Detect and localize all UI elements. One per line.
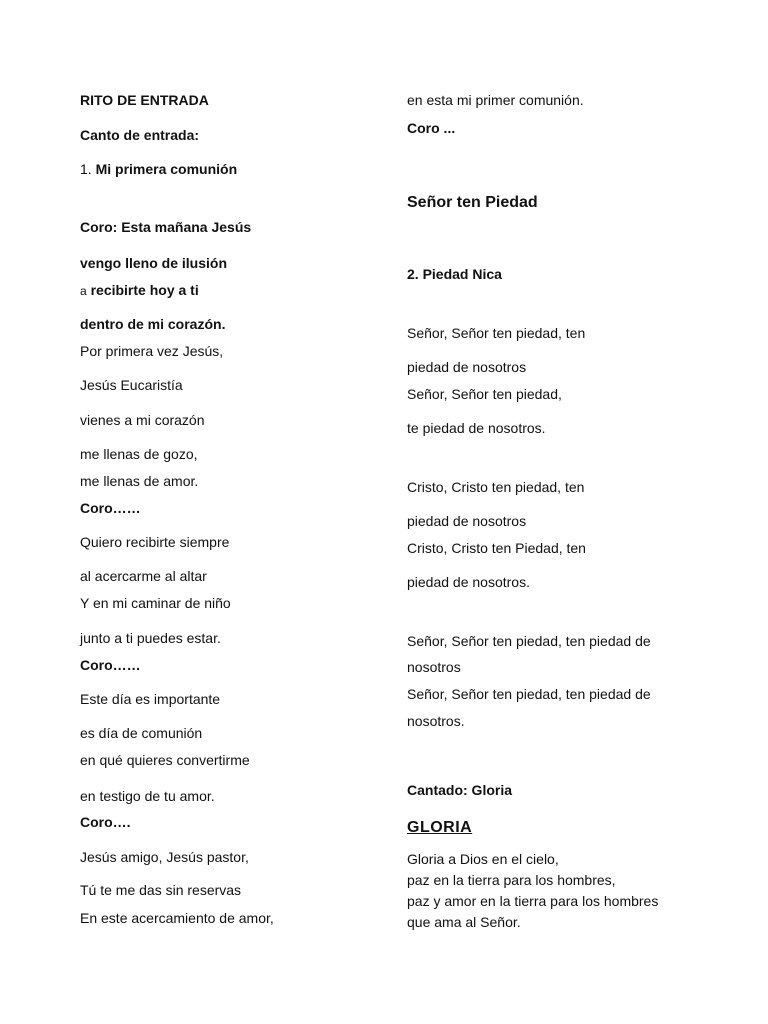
subheading: Cantado: Gloria: [407, 782, 513, 798]
section-heading: RITO DE ENTRADA: [80, 92, 209, 108]
verse-line: que ama al Señor.: [407, 914, 521, 930]
verse-line: vienes a mi corazón: [80, 412, 205, 428]
verse-line: Cristo, Cristo ten Piedad, ten: [407, 540, 586, 556]
verse-line: me llenas de gozo,: [80, 446, 198, 462]
verse-line: paz y amor en la tierra para los hombres: [407, 893, 659, 909]
verse-line: Señor, Señor ten piedad,: [407, 386, 562, 402]
verse-line: Señor, Señor ten piedad, ten piedad de: [407, 633, 651, 649]
verse-line: piedad de nosotros.: [407, 574, 530, 590]
coro-ref: Coro……: [80, 657, 141, 673]
verse-line: nosotros: [407, 659, 461, 675]
coro-a: a: [80, 284, 87, 298]
verse-line: Gloria a Dios en el cielo,: [407, 851, 559, 867]
verse-line: Jesús Eucaristía: [80, 377, 183, 393]
verse-line: Señor, Señor ten piedad, ten piedad de: [407, 686, 651, 702]
verse-line: junto a ti puedes estar.: [80, 630, 221, 646]
verse-line: me llenas de amor.: [80, 473, 199, 489]
verse-line: Y en mi caminar de niño: [80, 595, 231, 611]
verse-line: en qué quieres convertirme: [80, 752, 250, 768]
verse-line: Quiero recibirte siempre: [80, 534, 230, 550]
verse-line: nosotros.: [407, 713, 465, 729]
verse-line: al acercarme al altar: [80, 568, 207, 584]
section-title: Señor ten Piedad: [407, 194, 538, 211]
verse-line: En este acercamiento de amor,: [80, 910, 274, 926]
song-title-text: Mi primera comunión: [95, 161, 238, 177]
verse-line: Tú te me das sin reservas: [80, 882, 242, 898]
verse-line: es día de comunión: [80, 725, 203, 741]
song-title: [80, 161, 237, 177]
verse-line: en esta mi primer comunión.: [407, 92, 584, 108]
verse-line: piedad de nosotros: [407, 359, 527, 375]
verse-line: Cristo, Cristo ten piedad, ten: [407, 479, 585, 495]
verse-line: Señor, Señor ten piedad, ten: [407, 325, 586, 341]
coro-ref: Coro….: [80, 814, 131, 830]
coro-line: vengo lleno de ilusión: [80, 255, 228, 271]
verse-line: en testigo de tu amor.: [80, 788, 215, 804]
verse-line: te piedad de nosotros.: [407, 420, 546, 436]
coro-ref: Coro ...: [407, 120, 456, 136]
subheading: Canto de entrada:: [80, 127, 200, 143]
song-number: 1.: [80, 161, 92, 177]
coro-line: dentro de mi corazón.: [80, 316, 226, 332]
coro-line: Coro: Esta mañana Jesús: [80, 219, 252, 235]
verse-line: Jesús amigo, Jesús pastor,: [80, 849, 249, 865]
coro-line-text: recibirte hoy a ti: [90, 282, 199, 298]
verse-line: Este día es importante: [80, 691, 221, 707]
verse-line: paz en la tierra para los hombres,: [407, 872, 616, 888]
gloria-title: GLORIA: [407, 819, 473, 836]
coro-ref: Coro……: [80, 500, 141, 516]
verse-line: piedad de nosotros: [407, 513, 527, 529]
verse-line: Por primera vez Jesús,: [80, 343, 224, 359]
coro-line: [80, 282, 199, 299]
song-title: 2. Piedad Nica: [407, 266, 502, 282]
